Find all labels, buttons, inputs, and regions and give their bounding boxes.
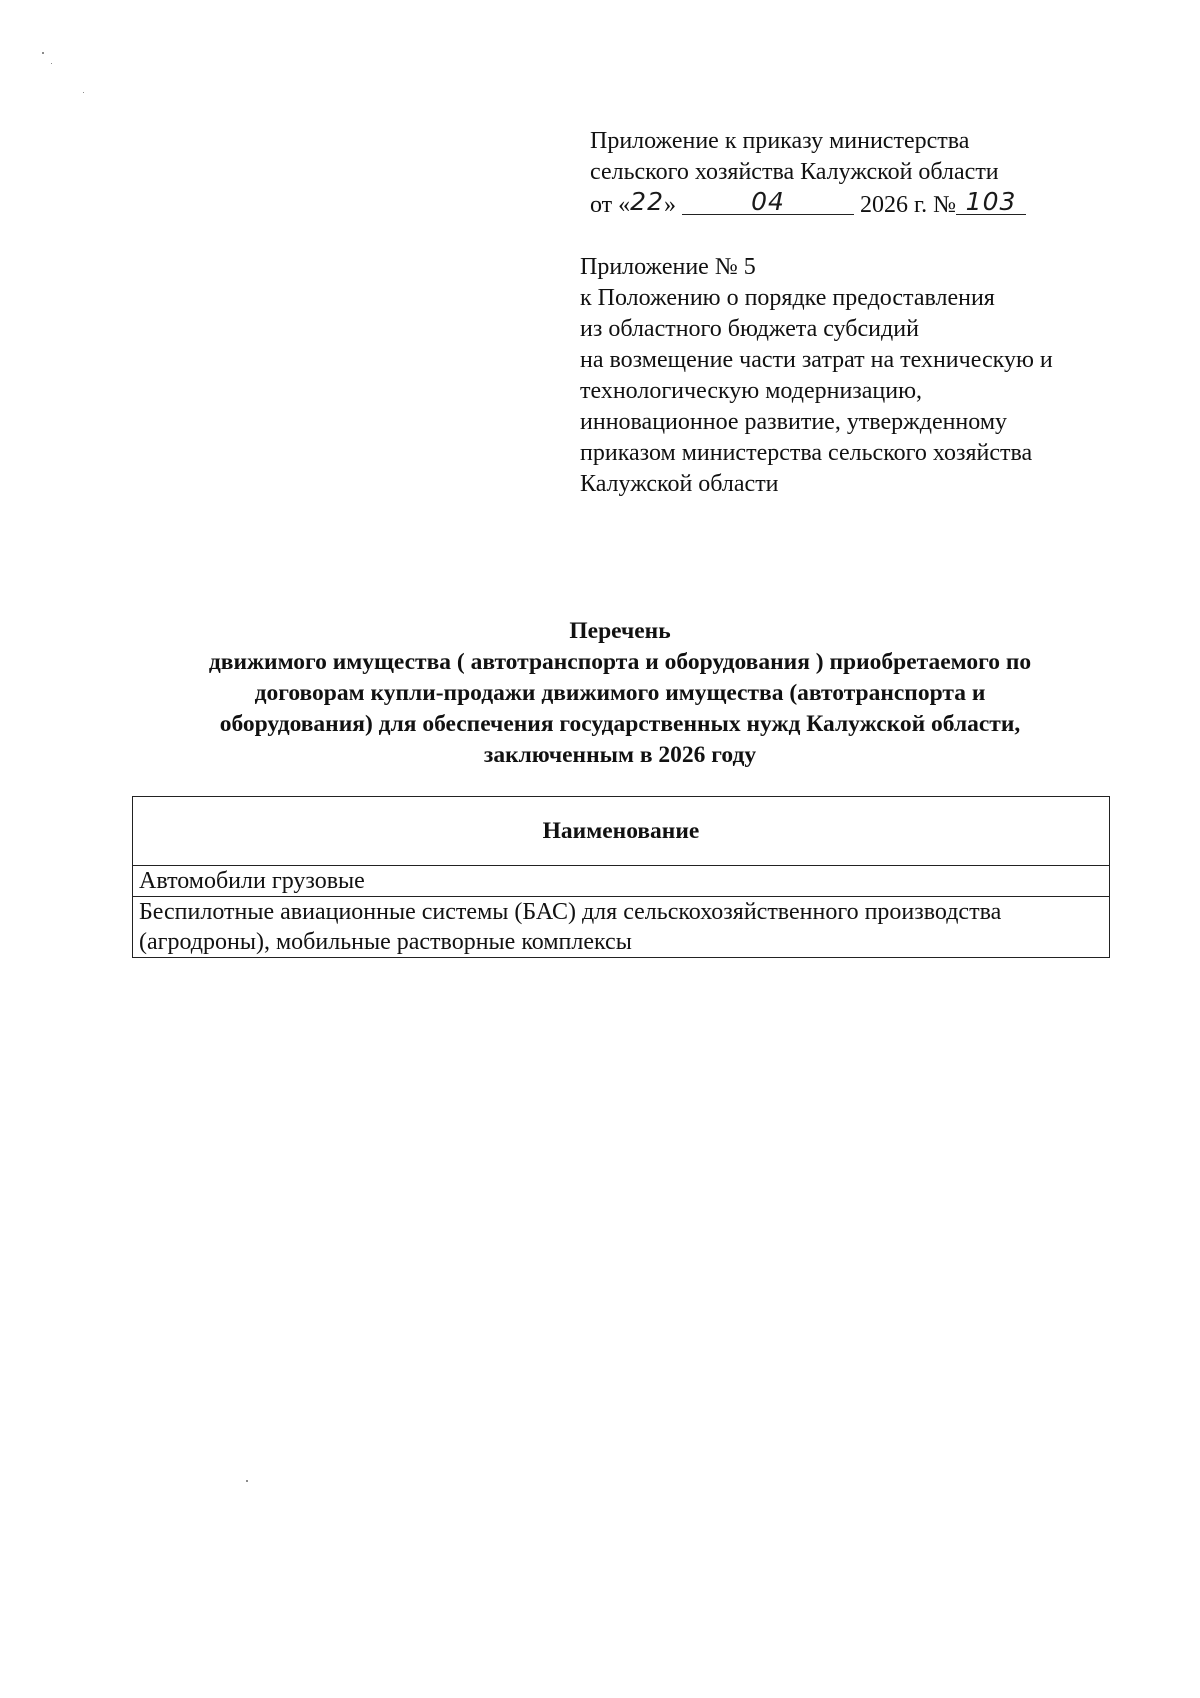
scan-speck (83, 92, 84, 93)
table-row (133, 866, 1110, 897)
scan-speck (246, 1480, 248, 1482)
table-cell: Автомобили грузовые (133, 866, 1110, 897)
annex-line: технологическую модернизацию, (580, 378, 923, 404)
annex-line: приказом министерства сельского хозяйства (580, 440, 1033, 466)
date-day-suffix: » (663, 192, 676, 218)
annex-line: на возмещение части затрат на техническую и (580, 347, 1053, 373)
handwritten-number: 103 (965, 187, 1017, 216)
month-blank (682, 188, 854, 215)
approval-stamp-block (590, 126, 1026, 221)
approval-date-line (590, 188, 1026, 221)
annex-line: инновационное развитие, утвержденному (580, 409, 1008, 435)
column-header-name: Наименование (133, 797, 1110, 866)
scan-speck (42, 52, 44, 54)
annex-line: к Положению о порядке предоставления (580, 285, 995, 311)
title-line: оборудования) для обеспечения государственных нужд Калужской области, (219, 711, 1021, 737)
table-cell: Беспилотные авиационные системы (БАС) для сельскохозяйственного производства (агродроны), мобильные растворные комплексы (133, 897, 1110, 958)
items-table (132, 796, 1110, 958)
annex-line: Калужской области (580, 471, 779, 497)
approval-line-2: сельского хозяйства Калужской области (590, 159, 999, 185)
annex-line: из областного бюджета субсидий (580, 316, 919, 342)
table-row (133, 897, 1110, 958)
approval-line-1: Приложение к приказу министерства (590, 128, 970, 154)
number-blank (956, 188, 1026, 215)
scan-speck (51, 63, 52, 64)
handwritten-day: 22 (630, 187, 664, 216)
date-prefix: от « (590, 192, 631, 218)
annex-line: Приложение № 5 (580, 254, 756, 280)
title-line: заключенным в 2026 году (483, 742, 757, 768)
annex-reference-block (580, 252, 1053, 500)
handwritten-month: 04 (751, 187, 785, 216)
title-line: движимого имущества ( автотранспорта и оборудования ) приобретаемого по (208, 649, 1032, 675)
title-heading: Перечень (569, 618, 671, 644)
title-line: договорам купли-продажи движимого имущества (автотранспорта и (254, 680, 986, 706)
year-and-number-label: 2026 г. № (859, 192, 957, 218)
document-title (100, 616, 1140, 771)
table-header-row (133, 797, 1110, 866)
